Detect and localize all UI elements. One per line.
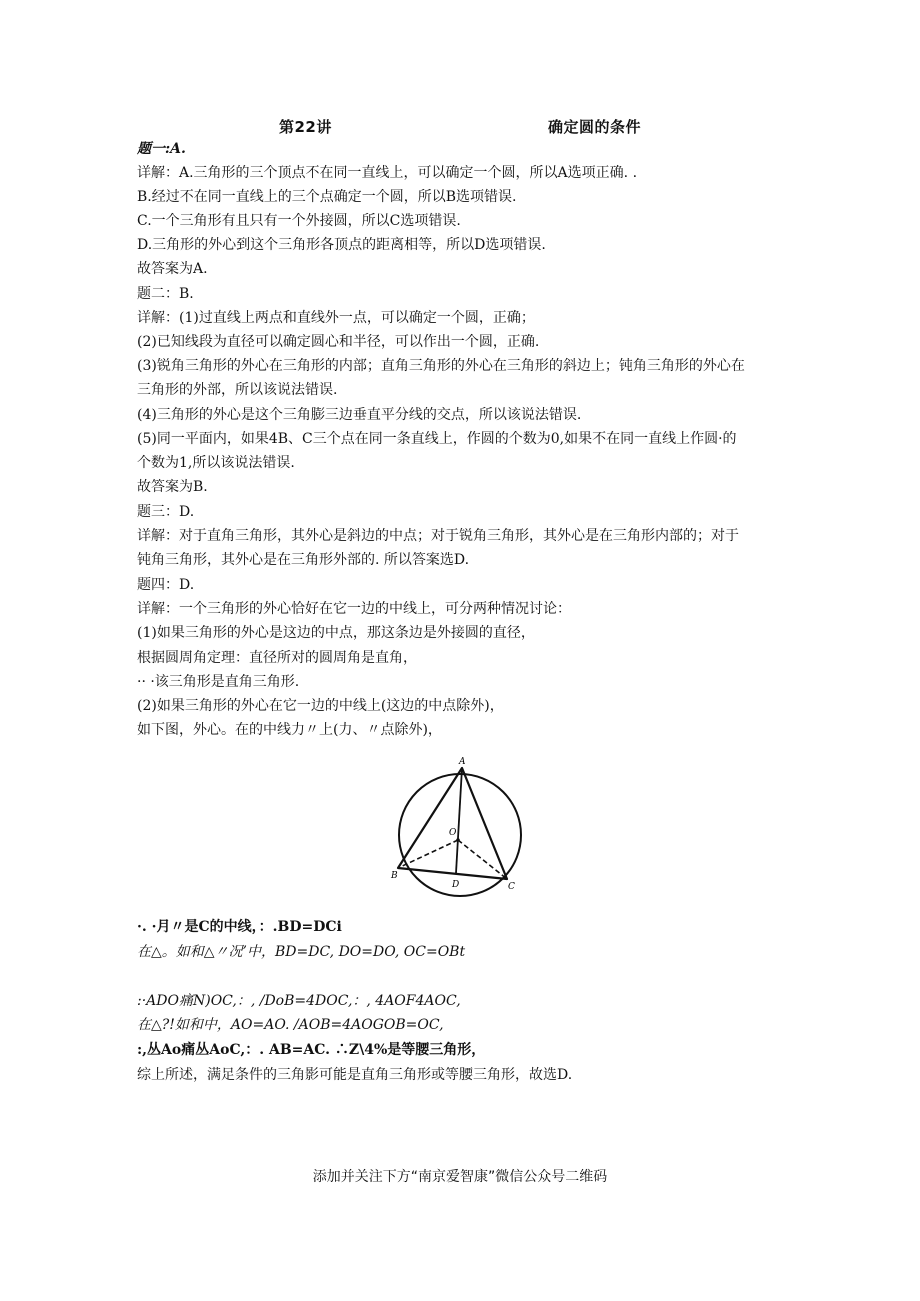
- q2-explanation-5-cont: 个数为1,所以该说法错误.: [137, 455, 295, 471]
- lecture-topic: 确定圆的条件: [548, 118, 642, 136]
- circumcircle-figure: [390, 755, 530, 900]
- q1-explanation-b: B.经过不在同一直线上的三个点确定一个圆，所以B选项错误.: [137, 189, 517, 205]
- q2-explanation-1: 详解：(1)过直线上两点和直线外一点，可以确定一个圆，正确；: [137, 310, 535, 326]
- question-1-answer: 题一:A.: [137, 141, 186, 157]
- q4-proof-step-5: :,丛Ao痛丛AoC,：. AB=AC. ∴Z\4%是等腰三角形，: [137, 1042, 486, 1058]
- q3-explanation-cont: 钝角三角形，其外心是在三角形外部的. 所以答案选D.: [137, 552, 470, 568]
- q4-case-2-figure-intro: 如下图，外心。在的中线力〃上(力、〃点除外)，: [137, 722, 442, 738]
- midpoint-d-label: D: [452, 880, 460, 890]
- q4-final-conclusion: 综上所述，满足条件的三角影可能是直角三角形或等腰三角形，故选D.: [137, 1067, 573, 1083]
- page-footer: 添加并关注下方“南京爱智康”微信公众号二维码: [312, 1169, 608, 1185]
- q1-explanation-a: 详解：A.三角形的三个顶点不在同一直线上，可以确定一个圆，所以A选项正确. .: [137, 165, 638, 181]
- q4-proof-step-1: ·. ·月〃是C的中线，：.BD=DCi: [137, 919, 342, 935]
- question-2-answer: 题二：B.: [137, 286, 194, 302]
- q1-explanation-d: D.三角形的外心到这个三角形各顶点的距离相等，所以D选项错误.: [137, 237, 546, 253]
- q4-case-2: (2)如果三角形的外心在它一边的中线上(这边的中点除外)，: [137, 698, 504, 714]
- circumcenter-o-label: O: [449, 828, 457, 838]
- q4-proof-step-3: :·ADO痛N)OC,：, /DoB=4DOC,：, 4AOF4AOC,: [137, 993, 461, 1009]
- q1-conclusion: 故答案为A.: [137, 261, 208, 277]
- vertex-c-label: C: [508, 882, 515, 892]
- vertex-a-label: A: [459, 757, 466, 767]
- q4-case-1: (1)如果三角形的外心是这边的中点，那这条边是外接圆的直径，: [137, 625, 535, 641]
- q4-proof-step-4: 在△?!如和中，AO=AO. /AOB=4AOGOB=OC,: [137, 1017, 444, 1033]
- q2-explanation-5: (5)同一平面内，如果4B、C三个点在同一条直线上，作圆的个数为0,如果不在同一直线上作圆·的: [137, 431, 737, 447]
- q3-explanation: 详解：对于直角三角形，其外心是斜边的中点；对于锐角三角形，其外心是在三角形内部的；对于: [137, 528, 739, 544]
- q2-explanation-3: (3)锐角三角形的外心在三角形的内部；直角三角形的外心在三角形的斜边上；钝角三角形的外心在: [137, 358, 745, 374]
- question-4-answer: 题四：D.: [137, 577, 195, 593]
- q2-explanation-2: (2)已知线段为直径可以确定圆心和半径，可以作出一个圆，正确.: [137, 334, 540, 350]
- q4-explanation: 详解：一个三角形的外心恰好在它一边的中线上，可分两种情况讨论：: [137, 601, 571, 617]
- question-3-answer: 题三：D.: [137, 504, 195, 520]
- q4-proof-step-2: 在△。如和△〃况’中，BD=DC, DO=DO, OC=OBt: [137, 944, 466, 960]
- q2-explanation-4: (4)三角形的外心是这个三角膨三边垂直平分线的交点，所以该说法错误.: [137, 407, 582, 423]
- q2-explanation-3-cont: 三角形的外部，所以该说法错误.: [137, 382, 338, 398]
- vertex-b-label: B: [391, 871, 398, 881]
- q1-explanation-c: C.一个三角形有且只有一个外接圆，所以C选项错误.: [137, 213, 461, 229]
- lecture-number: 第22讲: [279, 118, 332, 136]
- q2-conclusion: 故答案为B.: [137, 479, 208, 495]
- q4-case-1-theorem: 根据圆周角定理：直径所对的圆周角是直角，: [137, 650, 417, 666]
- q4-case-1-result: ·· ·该三角形是直角三角形.: [137, 674, 300, 690]
